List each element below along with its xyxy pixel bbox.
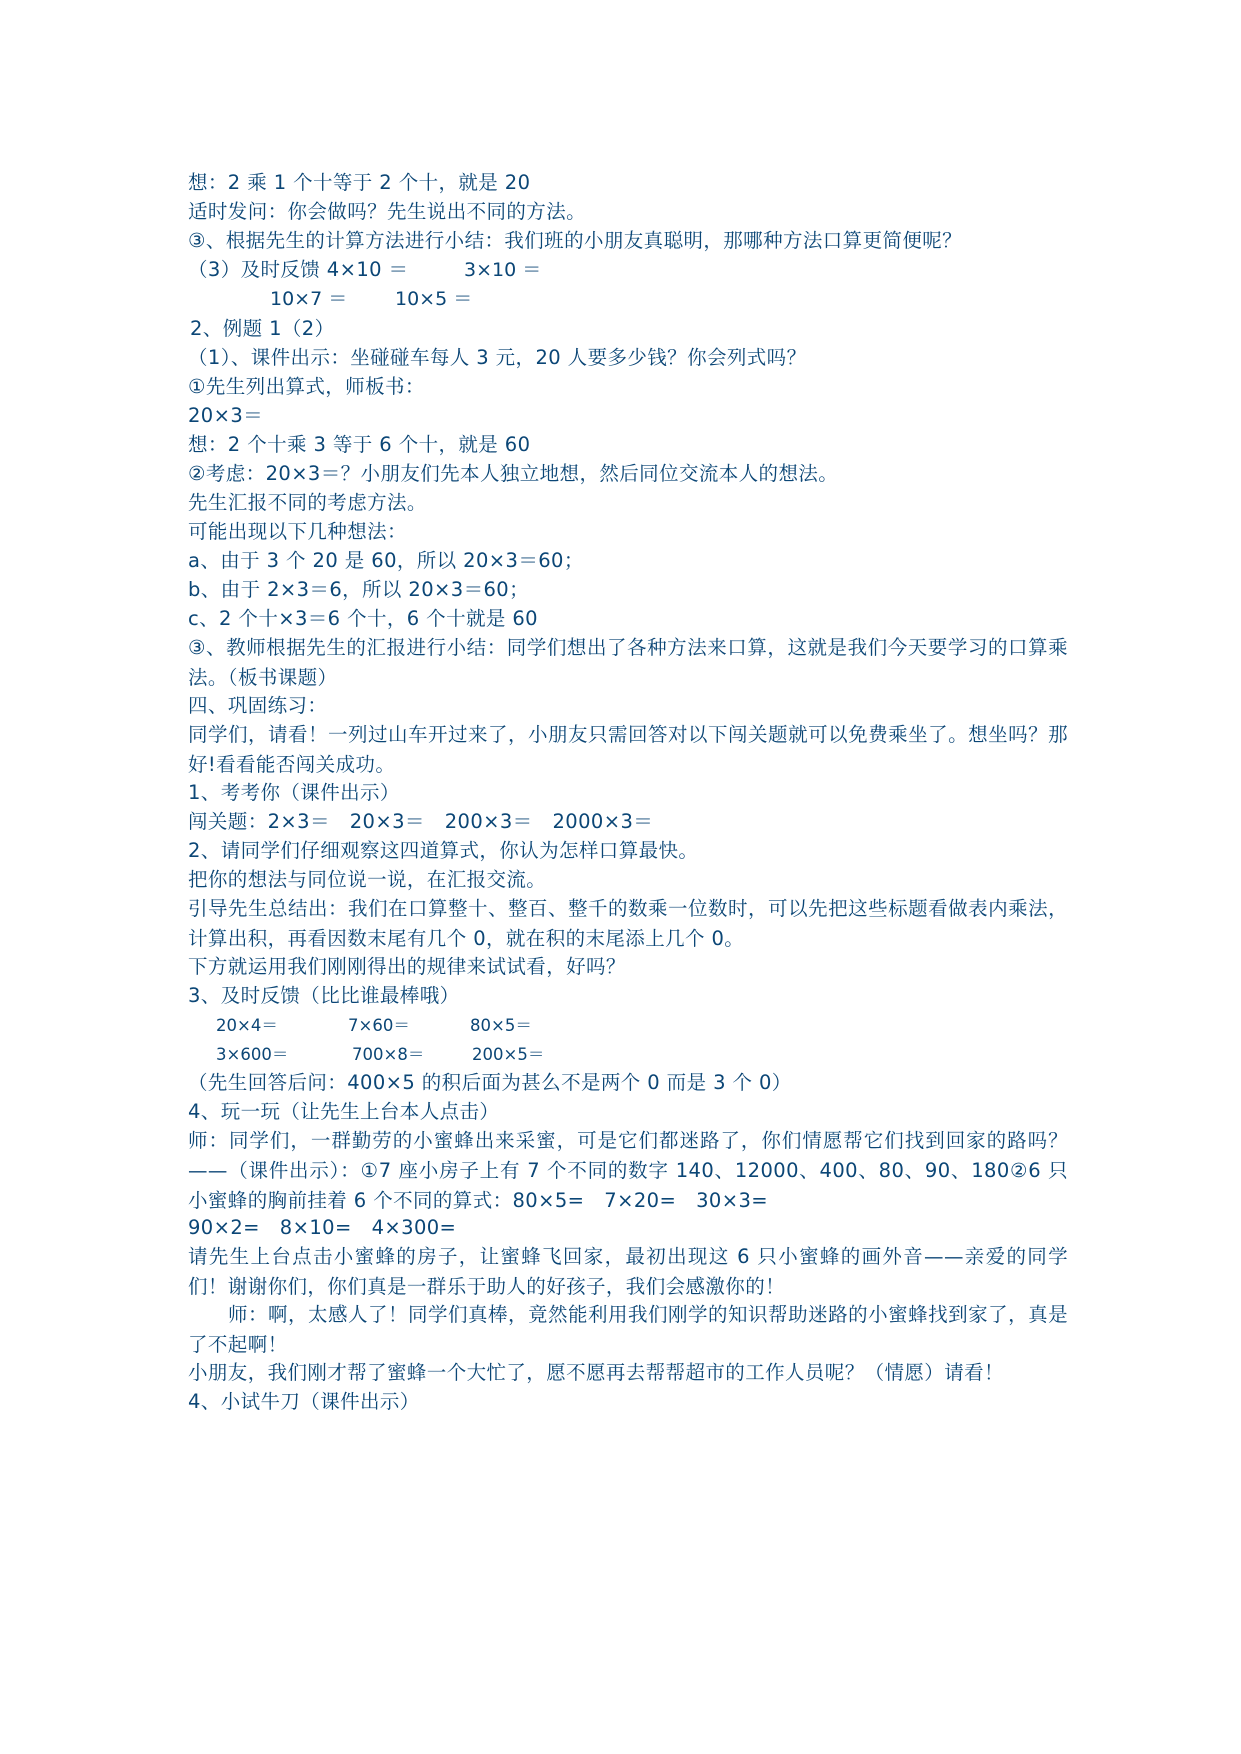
text-line: 适时发问：你会做吗？先生说出不同的方法。: [188, 200, 587, 223]
text-line: 可能出现以下几种想法：: [188, 520, 407, 543]
text-line: （先生回答后问：400×5 的积后面为甚么不是两个 0 而是 3 个 0）: [188, 1071, 792, 1094]
text-line: 想：2 乘 1 个十等于 2 个十，就是 20: [188, 171, 531, 194]
text-line: （1）、课件出示：坐碰碰车每人 3 元，20 人要多少钱？你会列式吗？: [188, 346, 807, 369]
text-line: 200×5＝: [472, 1045, 545, 1064]
text-line: 2、例题 1（2）: [190, 317, 335, 340]
text-line: 先生汇报不同的考虑方法。: [188, 491, 427, 514]
text-line: 4、玩一玩（让先生上台本人点击）: [188, 1100, 500, 1123]
text-line: b、由于 2×3＝6，所以 20×3＝60；: [188, 578, 530, 601]
text-paragraph: 师：啊，太感人了！同学们真棒，竟然能利用我们刚学的知识帮助迷路的小蜜蜂找到家了，真是了不起啊！: [188, 1303, 1068, 1356]
text-line: 下方就运用我们刚刚得出的规律来试试看，好吗？: [188, 955, 626, 978]
text-line: 2、请同学们仔细观察这四道算式，你认为怎样口算最快。: [188, 839, 699, 862]
text-line: （3）及时反馈 4×10 ＝: [188, 258, 409, 281]
text-line: c、2 个十×3＝6 个十，6 个十就是 60: [188, 607, 538, 630]
text-line: 小朋友，我们刚才帮了蜜蜂一个大忙了，愿不愿再去帮帮超市的工作人员呢？（情愿）请看！: [188, 1361, 1004, 1384]
text-line: 3、及时反馈（比比谁最棒哦）: [188, 984, 460, 1007]
text-line: 10×5 ＝: [395, 288, 473, 310]
text-line: 闯关题：2×3＝ 20×3＝ 200×3＝ 2000×3＝: [188, 810, 654, 833]
text-line: 20×4＝: [216, 1016, 278, 1035]
text-paragraph: 同学们，请看！一列过山车开过来了，小朋友只需回答对以下闯关题就可以免费乘坐了。想坐吗？那好!看看能否闯关成功。: [188, 723, 1068, 776]
text-paragraph: ③、教师根据先生的汇报进行小结：同学们想出了各种方法来口算，这就是我们今天要学习的口算乘法。（板书课题）: [188, 636, 1068, 689]
text-line: 7×60＝: [348, 1016, 410, 1035]
text-line: 把你的想法与同位说一说，在汇报交流。: [188, 868, 547, 891]
text-paragraph: 师：同学们，一群勤劳的小蜜蜂出来采蜜，可是它们都迷路了，你们情愿帮它们找到回家的路吗？——（课件出示）：①7 座小房子上有 7 个不同的数字 140、12000、400、80、90、180②6 只小蜜蜂的胸前挂着 6 个不同的算式：80×5= 7×20= 30×3=: [188, 1129, 1068, 1212]
text-line: ①先生列出算式，师板书：: [188, 375, 425, 398]
text-line: ②考虑：20×3＝？小朋友们先本人独立地想，然后同位交流本人的想法。: [188, 462, 839, 485]
text-line: 4、小试牛刀（课件出示）: [188, 1390, 420, 1413]
text-line: 20×3＝: [188, 404, 264, 427]
text-line: 3×600＝: [216, 1045, 289, 1064]
text-paragraph: 请先生上台点击小蜜蜂的房子，让蜜蜂飞回家，最初出现这 6 只小蜜蜂的画外音——亲爱的同学们！谢谢你们，你们真是一群乐于助人的好孩子，我们会感激你的！: [188, 1245, 1068, 1298]
text-line: 1、考考你（课件出示）: [188, 781, 400, 804]
text-line: 700×8＝: [352, 1045, 425, 1064]
text-line: 10×7 ＝: [270, 288, 348, 310]
text-line: ③、根据先生的计算方法进行小结：我们班的小朋友真聪明，那哪种方法口算更简便呢？: [188, 229, 963, 252]
text-line: 3×10 ＝: [464, 259, 542, 281]
text-line: 四、巩固练习：: [188, 694, 328, 717]
text-line: a、由于 3 个 20 是 60，所以 20×3＝60；: [188, 549, 584, 572]
text-line: 90×2= 8×10= 4×300=: [188, 1216, 457, 1239]
text-line: 想：2 个十乘 3 等于 6 个十，就是 60: [188, 433, 531, 456]
text-line: 80×5＝: [470, 1016, 532, 1035]
text-paragraph: 引导先生总结出：我们在口算整十、整百、整千的数乘一位数时，可以先把这些标题看做表内乘法，计算出积，再看因数末尾有几个 0，就在积的末尾添上几个 0。: [188, 897, 1068, 950]
